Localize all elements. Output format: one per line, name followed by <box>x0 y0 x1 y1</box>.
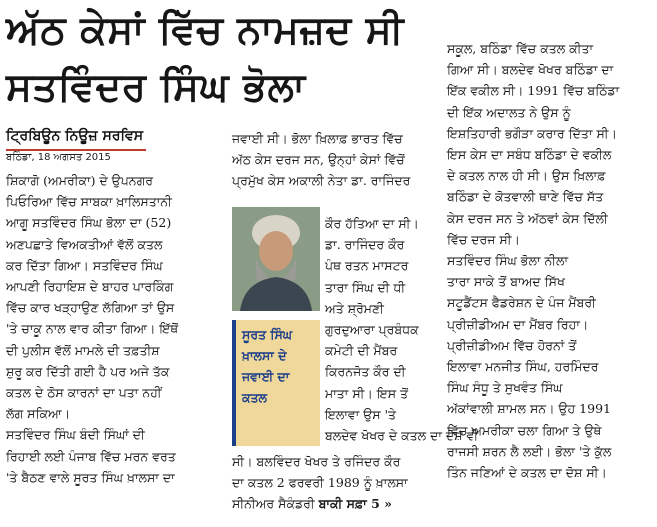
text-line: 'ਤੇ ਬੈਠਣ ਵਾਲੇ ਸੂਰਤ ਸਿੰਘ ਖ਼ਾਲਸਾ ਦਾ <box>6 469 175 485</box>
text-line: ਸਿੰਘ ਸੰਧੂ ਤੇ ਸੁਖਵੰਤ ਸਿੰਘ <box>447 380 563 396</box>
text-line: ਇੱਕ ਵਕੀਲ ਸੀ। 1991 ਵਿੱਚ ਬਠਿੰਡਾ <box>447 83 620 99</box>
article-column-2-side <box>325 213 479 446</box>
photo-caption: ਸੂਰਤ ਸਿੰਘ ਖ਼ਾਲਸਾ ਦੇ ਜਵਾਈ ਦਾ ਕਤਲ <box>232 320 320 446</box>
text-line: ਆਪਣੀ ਰਿਹਾਇਸ਼ ਦੇ ਬਾਹਰ ਪਾਰਕਿੰਗ <box>6 279 174 295</box>
text-line: ਬਠਿੰਡਾ ਦੇ ਕੋਤਵਾਲੀ ਥਾਣੇ ਵਿੱਚ ਸੱਤ <box>447 189 604 205</box>
text-line: ਕਿਰਨਜੋਤ ਕੌਰ ਦੀ <box>325 364 406 380</box>
text-line: ਦਾ ਕਤਲ 2 ਫਰਵਰੀ 1989 ਨੂੰ ਖ਼ਾਲਸਾ <box>232 475 408 491</box>
text-line: ਤਾਰਾ ਸਾਕੇ ਤੋਂ ਬਾਅਦ ਸਿੱਖ <box>447 274 565 290</box>
text-line: ਸਟੂਡੈਂਟਸ ਫੈਡਰੇਸ਼ਨ ਦੇ ਪੰਜ ਮੈਂਬਰੀ <box>447 295 596 311</box>
text-line: ਜਵਾਈ ਸੀ। ਭੋਲਾ ਖ਼ਿਲਾਫ਼ ਭਾਰਤ ਵਿੱਚ <box>232 131 403 146</box>
text-line: ਰਾਜਸੀ ਸ਼ਰਨ ਲੈ ਲਈ। ਭੋਲਾ 'ਤੇ ਕੁੱਲ <box>447 443 612 459</box>
article-column-2-top <box>232 128 439 192</box>
text-line: ਕੇਸ ਦਰਜ ਸਨ ਤੇ ਅੱਠਵਾਂ ਕੇਸ ਦਿੱਲੀ <box>447 210 608 226</box>
text-line: ਪੰਥ ਰਤਨ ਮਾਸਟਰ <box>325 258 409 274</box>
article-column-2-bottom <box>232 451 439 515</box>
text-line: ਕਰ ਦਿੱਤਾ ਗਿਆ। ਸਤਵਿੰਦਰ ਸਿੰਘ <box>6 257 163 273</box>
text-line: ਵਿੱਚ ਕਾਰ ਖੜ੍ਹਾਉਣ ਲੱਗਿਆ ਤਾਂ ਉਸ <box>6 300 175 316</box>
byline-rule <box>6 149 146 151</box>
text-line: ਆਗੂ ਸਤਵਿੰਦਰ ਸਿੰਘ ਭੋਲਾ ਦਾ (52) <box>6 215 172 231</box>
text-line: ਗਿਆ ਸੀ। ਬਲਦੇਵ ਖੋਖਰ ਬਠਿੰਡਾ ਦਾ <box>447 62 614 78</box>
portrait-illustration <box>232 207 320 311</box>
text-line: ਅੱਕਾਂਵਾਲੀ ਸ਼ਾਮਲ ਸਨ। ਉਹ 1991 <box>447 401 611 417</box>
text-line: ਤਾਰਾ ਸਿੰਘ ਦੀ ਧੀ <box>325 279 406 295</box>
text-line: ਅਣਪਛਾਤੇ ਵਿਅਕਤੀਆਂ ਵੱਲੋਂ ਕਤਲ <box>6 236 163 252</box>
column-2-bottom-lines <box>232 451 439 515</box>
text-line: ਵਿੱਚ ਅਮਰੀਕਾ ਚਲਾ ਗਿਆ ਤੇ ਉਥੇ <box>447 422 602 438</box>
text-line: ਇਸ਼ਤਿਹਾਰੀ ਭਗੌੜਾ ਕਰਾਰ ਦਿੱਤਾ ਸੀ। <box>447 125 617 141</box>
text-line: ਇਲਾਵਾ ਉਸ 'ਤੇ <box>325 406 397 422</box>
byline: ਟ੍ਰਿਬਿਊਨ ਨਿਊਜ਼ ਸਰਵਿਸ <box>6 128 144 144</box>
text-line: ਵਿੱਚ ਦਰਜ ਸੀ। <box>447 231 520 247</box>
dateline: ਬਠਿੰਡਾ, 18 ਅਗਸਤ 2015 <box>6 152 111 163</box>
text-line: ਪਿਓਰਿਆ ਵਿੱਚ ਸਾਬਕਾ ਖ਼ਾਲਿਸਤਾਨੀ <box>6 194 172 210</box>
continued-label[interactable]: ਬਾਕੀ ਸਫ਼ਾ 5 » <box>318 496 392 512</box>
text-line: 'ਤੇ ਚਾਕੂ ਨਾਲ ਵਾਰ ਕੀਤਾ ਗਿਆ। ਇੱਥੋਂ <box>6 321 179 337</box>
text-line: ਅੱਠ ਕੇਸ ਦਰਜ ਸਨ, ਉਨ੍ਹਾਂ ਕੇਸਾਂ ਵਿੱਚੋਂ <box>232 152 405 168</box>
headline <box>6 2 436 116</box>
text-line: ਸ਼ੁਰੂ ਕਰ ਦਿੱਤੀ ਗਈ ਹੈ ਪਰ ਅਜੇ ਤੱਕ <box>6 363 170 379</box>
text-line <box>232 493 439 514</box>
text-line: ਤਿੰਨ ਜਣਿਆਂ ਦੇ ਕਤਲ ਦਾ ਦੋਸ਼ ਸੀ। <box>447 465 607 481</box>
portrait-photo <box>232 207 320 311</box>
text-line: ਕੌਰ ਹੱਤਿਆ ਦਾ ਸੀ। <box>325 216 419 231</box>
headline-line-1: ਅੱਠ ਕੇਸਾਂ ਵਿੱਚ ਨਾਮਜ਼ਦ ਸੀ <box>6 8 404 53</box>
text-line: ਸਤਵਿੰਦਰ ਸਿੰਘ ਭੋਲਾ ਨੀਲਾ <box>447 253 569 269</box>
text-line: ਮਾਤਾ ਸੀ। ਇਸ ਤੋਂ <box>325 385 408 401</box>
text-line: ਕਤਲ ਦੇ ਠੋਸ ਕਾਰਨਾਂ ਦਾ ਪਤਾ ਨਹੀਂ <box>6 385 162 401</box>
text-line: ਇਸ ਕੇਸ ਦਾ ਸਬੰਧ ਬਠਿੰਡਾ ਦੇ ਵਕੀਲ <box>447 147 612 163</box>
text-line: ਅਤੇ ਸ਼੍ਰੋਮਣੀ <box>325 300 384 316</box>
text-fragment: ਸੀਨੀਅਰ ਸੈਕੰਡਰੀ <box>232 496 315 512</box>
text-line: ਪ੍ਰੀਜ਼ੀਡੀਅਮ ਵਿੱਚ ਹੋਰਨਾਂ ਤੋਂ <box>447 337 577 353</box>
text-line: ਡਾ. ਰਾਜਿੰਦਰ ਕੌਰ <box>325 237 405 253</box>
text-line: ਰਿਹਾਈ ਲਈ ਪੰਜਾਬ ਵਿੱਚ ਮਰਨ ਵਰਤ <box>6 448 176 464</box>
text-line: ਦੀ ਪੁਲੀਸ ਵੱਲੋਂ ਮਾਮਲੇ ਦੀ ਤਫ਼ਤੀਸ਼ <box>6 342 160 358</box>
text-line: ਦੀ ਇੱਕ ਅਦਾਲਤ ਨੇ ਉਸ ਨੂੰ <box>447 104 571 120</box>
headline-line-2: ਸਤਵਿੰਦਰ ਸਿੰਘ ਭੋਲਾ <box>6 65 306 110</box>
article-column-1 <box>6 170 220 488</box>
text-line: ਲੱਗ ਸਕਿਆ। <box>6 406 71 422</box>
text-line: ਸੀ। ਬਲਵਿੰਦਰ ਖੋਖਰ ਤੇ ਰਜਿੰਦਰ ਕੌਰ <box>232 454 401 469</box>
text-line: ਸਕੂਲ, ਬਠਿੰਡਾ ਵਿੱਚ ਕਤਲ ਕੀਤਾ <box>447 41 594 56</box>
text-line: ਪ੍ਰਮੁੱਖ ਕੇਸ ਅਕਾਲੀ ਨੇਤਾ ਡਾ. ਰਾਜਿੰਦਰ <box>232 173 411 189</box>
text-line: ਦੇ ਕਤਲ ਨਾਲ ਹੀ ਸੀ। ਉਸ ਖ਼ਿਲਾਫ਼ <box>447 168 606 184</box>
text-line: ਬਲਦੇਵ ਖੋਖਰ ਦੇ ਕਤਲ ਦਾ ਦੋਸ਼ ਵੀ <box>325 428 479 444</box>
text-line: ਇਲਾਵਾ ਮਨਜੀਤ ਸਿੰਘ, ਹਰਮਿੰਦਰ <box>447 359 599 375</box>
article-column-3 <box>447 38 652 483</box>
text-line: ਪ੍ਰੀਜ਼ੀਡੀਅਮ ਦਾ ਮੈਂਬਰ ਰਿਹਾ। <box>447 316 589 332</box>
text-line: ਕਮੇਟੀ ਦੀ ਮੈਂਬਰ <box>325 343 398 359</box>
text-line: ਸਤਵਿੰਦਰ ਸਿੰਘ ਬੰਦੀ ਸਿੰਘਾਂ ਦੀ <box>6 427 145 443</box>
text-line: ਗੁਰਦੁਆਰਾ ਪ੍ਰਬੰਧਕ <box>325 322 419 338</box>
text-line: ਸ਼ਿਕਾਗੋ (ਅਮਰੀਕਾ) ਦੇ ਉਪਨਗਰ <box>6 173 154 188</box>
